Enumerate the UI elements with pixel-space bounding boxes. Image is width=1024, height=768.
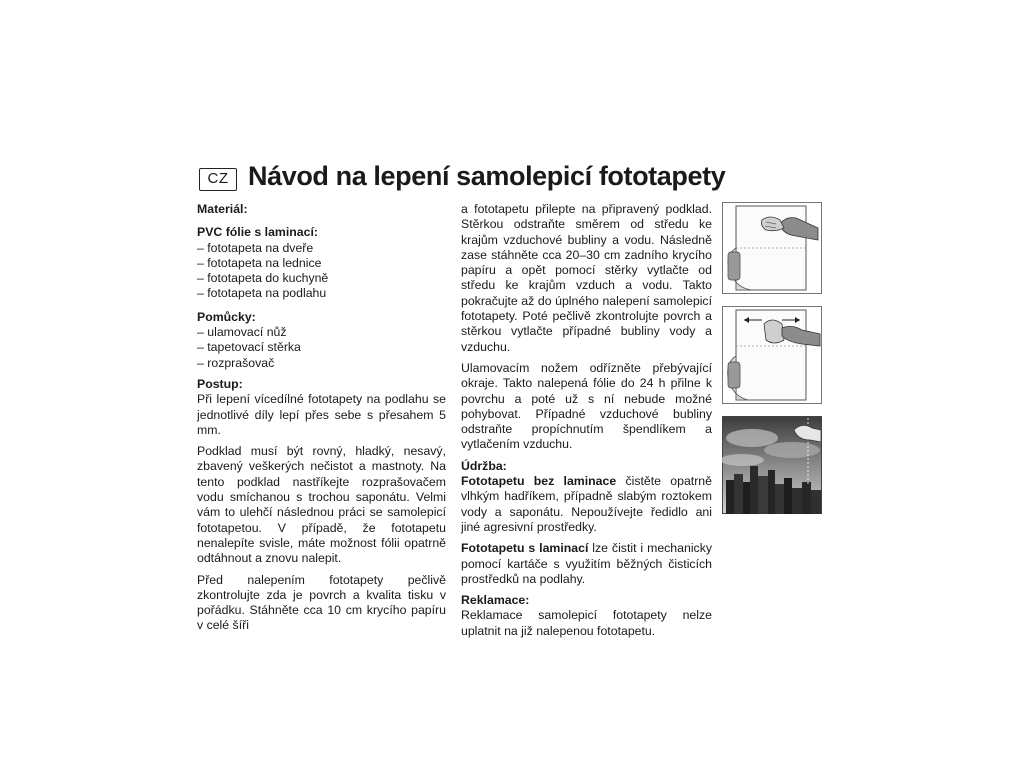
list-item: – fototapeta na lednice	[197, 255, 322, 270]
tools-heading: Pomůcky:	[197, 309, 256, 324]
applying-wallpaper-hand-illustration	[722, 202, 822, 294]
procedure-heading: Postup:	[197, 376, 243, 391]
city-skyline-photo-illustration	[722, 416, 822, 514]
pvc-list	[197, 241, 446, 302]
maintenance-1-bold: Fototapetu bez laminace	[461, 474, 617, 489]
list-item: – fototapeta na podlahu	[197, 286, 327, 301]
page-title: Návod na lepení samolepicí fototapety	[248, 161, 726, 191]
squeegee-smoothing-arrows-illustration	[722, 306, 822, 404]
maintenance-1-text: čistěte opatrně vlhkým hadříkem, případně slabým roztokem vody a saponátu. Nepoužívejte ředidlo ani jiné agresivní prostředky.	[461, 474, 712, 534]
applying-wallpaper-svg	[722, 202, 822, 294]
maintenance-2-bold: Fototapetu s laminací	[461, 541, 589, 556]
procedure-paragraph-2: Podklad musí být rovný, hladký, nesavý, zbavený veškerých nečistot a mastnoty. Na tento podklad nastříkejte rozprašovačem vodu smíchanou s trochou saponátu. Velmi vám to ulehčí následnou práci se samolepicí fototapetou. V případě, že fototapetu nenalepíte svisle, máte možnost fólii opatrně odtáhnout a znovu nalepit.	[197, 444, 446, 566]
complaints-paragraph: Reklamace samolepicí fototapety nelze uplatnit na již nalepenou fototapetu.	[461, 608, 712, 638]
material-heading: Materiál:	[197, 202, 248, 216]
maintenance-paragraph-2	[461, 541, 712, 587]
list-item: – fototapeta do kuchyně	[197, 271, 329, 286]
list-item: – fototapeta na dveře	[197, 240, 314, 255]
maintenance-2-text: lze čistit i mechanicky pomocí kartáče s využitím běžných čisticích prostředků na podlahy.	[461, 541, 712, 586]
list-item: – tapetovací stěrka	[197, 340, 301, 355]
procedure-paragraph-3: Před nalepením fototapety pečlivě zkontrolujte zda je povrch a kvalita tisku v pořádku. Stáhněte cca 10 cm krycího papíru v celé šíři	[197, 572, 446, 633]
squeegee-smoothing-svg	[722, 306, 822, 404]
procedure-paragraph-1: Při lepení vícedílné fototapety na podlahu se jednotlivé díly lepí přes sebe s přesahem 5 mm.	[197, 392, 446, 437]
language-badge: CZ	[199, 168, 237, 191]
pvc-heading: PVC fólie s laminací:	[197, 225, 318, 240]
complaints-heading: Reklamace:	[461, 593, 530, 608]
city-skyline-svg	[722, 416, 822, 514]
maintenance-paragraph-1	[461, 474, 712, 535]
left-column	[197, 202, 446, 634]
procedure-paragraph-4: a fototapetu přilepte na připravený podklad. Stěrkou odstraňte směrem od středu ke krajům vzduchové bubliny a vodu. Následně zase stáhněte cca 20–30 cm zadního krycího papíru a opět pomocí stěrky vytlačte od středu ke krajům vzduch a vodu. Takto pokračujte až do úplného nalepení samolepicí fototapety. Poté pečlivě zkontrolujte povrch a stěrkou vytlačte případné bubliny vody a vzduchu.	[461, 202, 712, 354]
list-item: – rozprašovač	[197, 355, 275, 370]
tools-list	[197, 325, 446, 371]
middle-column	[461, 202, 712, 639]
procedure-paragraph-5: Ulamovacím nožem odřízněte přebývající okraje. Takto nalepená fólie do 24 h přilne k povrchu a poté už s ní nebude možné pohybovat. Případné vzduchové bubliny odstraňte propíchnutím špendlíkem a vytlačením vzduchu.	[461, 360, 712, 452]
list-item: – ulamovací nůž	[197, 325, 287, 340]
maintenance-heading: Údržba:	[461, 458, 507, 473]
